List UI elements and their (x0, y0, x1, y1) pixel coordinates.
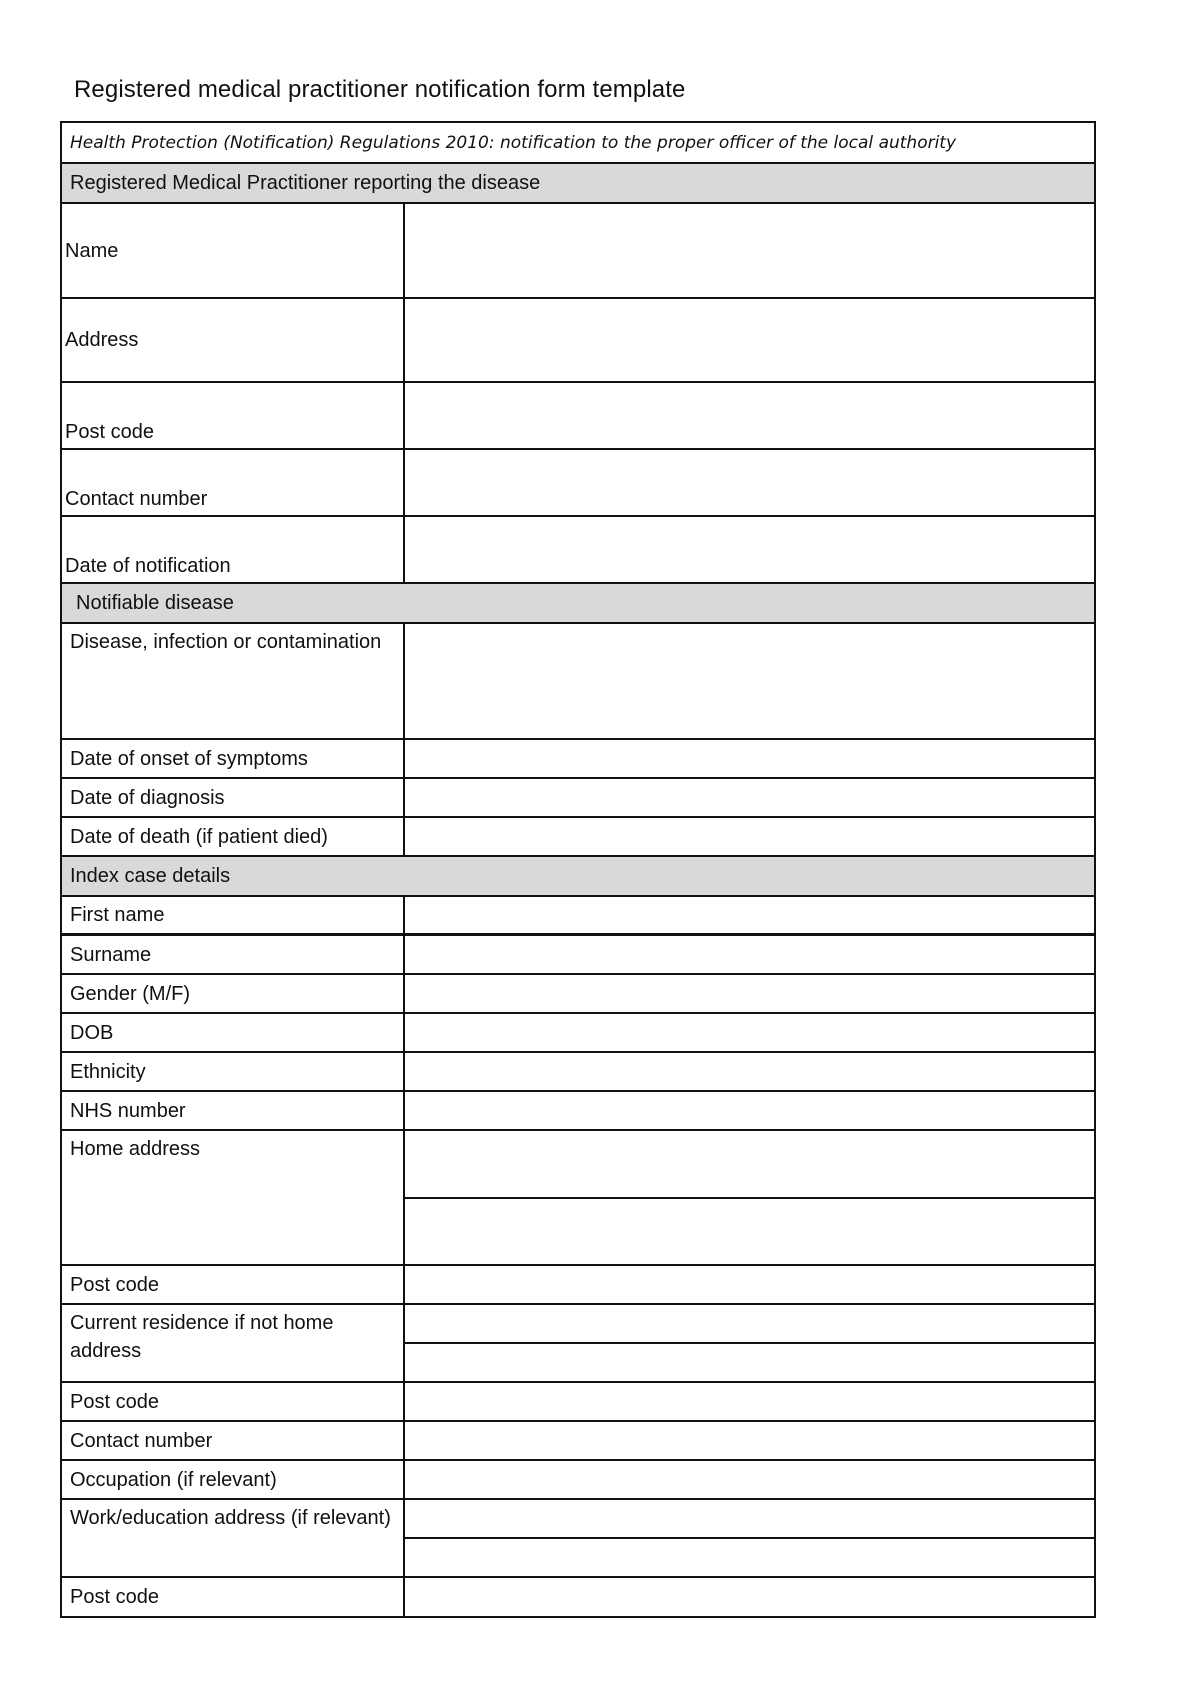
notification-form (60, 121, 1096, 1618)
form-title: Registered medical practitioner notification form template (74, 76, 686, 103)
occupation-row (62, 1461, 1094, 1500)
current-residence-line-1[interactable] (405, 1305, 1094, 1344)
practitioner-name-row (62, 204, 1094, 299)
dob-field[interactable] (405, 1014, 1094, 1051)
home-address-line-2[interactable] (405, 1199, 1094, 1265)
surname-label: Surname (62, 936, 405, 973)
practitioner-contact-label: Contact number (62, 450, 405, 515)
case-contact-field[interactable] (405, 1422, 1094, 1459)
diagnosis-date-field[interactable] (405, 779, 1094, 816)
practitioner-address-row (62, 299, 1094, 383)
nhs-number-label: NHS number (62, 1092, 405, 1129)
ethnicity-field[interactable] (405, 1053, 1094, 1090)
surname-row (62, 936, 1094, 975)
practitioner-address-field[interactable] (405, 299, 1094, 381)
notification-date-field[interactable] (405, 517, 1094, 582)
death-date-row (62, 818, 1094, 857)
case-contact-row (62, 1422, 1094, 1461)
onset-date-row (62, 740, 1094, 779)
dob-label: DOB (62, 1014, 405, 1051)
section-index-case-heading: Index case details (62, 857, 1094, 897)
current-residence-label: Current residence if not home address (62, 1305, 405, 1381)
practitioner-postcode-field[interactable] (405, 383, 1094, 448)
disease-label: Disease, infection or contamination (62, 624, 405, 738)
occupation-field[interactable] (405, 1461, 1094, 1498)
residence-postcode-label: Post code (62, 1383, 405, 1420)
onset-date-field[interactable] (405, 740, 1094, 777)
home-address-field (405, 1131, 1094, 1264)
work-address-line-1[interactable] (405, 1500, 1094, 1539)
work-postcode-row (62, 1578, 1094, 1616)
gender-label: Gender (M/F) (62, 975, 405, 1012)
notification-date-row (62, 517, 1094, 584)
onset-date-label: Date of onset of symptoms (62, 740, 405, 777)
section-disease-heading: Notifiable disease (62, 584, 1094, 624)
work-address-field (405, 1500, 1094, 1576)
surname-field[interactable] (405, 936, 1094, 973)
practitioner-name-label: Name (62, 204, 405, 297)
first-name-label: First name (62, 897, 405, 933)
death-date-field[interactable] (405, 818, 1094, 855)
ethnicity-label: Ethnicity (62, 1053, 405, 1090)
home-postcode-row (62, 1266, 1094, 1305)
nhs-number-field[interactable] (405, 1092, 1094, 1129)
residence-postcode-row (62, 1383, 1094, 1422)
diagnosis-date-label: Date of diagnosis (62, 779, 405, 816)
home-address-line-1[interactable] (405, 1131, 1094, 1199)
work-address-row (62, 1500, 1094, 1578)
work-address-label: Work/education address (if relevant) (62, 1500, 405, 1576)
first-name-row (62, 897, 1094, 936)
gender-field[interactable] (405, 975, 1094, 1012)
disease-row (62, 624, 1094, 740)
home-postcode-field[interactable] (405, 1266, 1094, 1303)
current-residence-line-2[interactable] (405, 1344, 1094, 1381)
case-contact-label: Contact number (62, 1422, 405, 1459)
nhs-number-row (62, 1092, 1094, 1131)
work-postcode-label: Post code (62, 1578, 405, 1616)
notification-date-label: Date of notification (62, 517, 405, 582)
death-date-label: Date of death (if patient died) (62, 818, 405, 855)
dob-row (62, 1014, 1094, 1053)
section-practitioner-heading: Registered Medical Practitioner reporting the disease (62, 164, 1094, 204)
home-address-label: Home address (62, 1131, 405, 1264)
gender-row (62, 975, 1094, 1014)
current-residence-row (62, 1305, 1094, 1383)
home-postcode-label: Post code (62, 1266, 405, 1303)
residence-postcode-field[interactable] (405, 1383, 1094, 1420)
practitioner-postcode-label: Post code (62, 383, 405, 448)
ethnicity-row (62, 1053, 1094, 1092)
work-address-line-2[interactable] (405, 1539, 1094, 1576)
disease-field[interactable] (405, 624, 1094, 738)
practitioner-name-field[interactable] (405, 204, 1094, 297)
regulations-banner: Health Protection (Notification) Regulations 2010: notification to the proper officer of the local authority (62, 123, 1094, 164)
practitioner-contact-row (62, 450, 1094, 517)
practitioner-address-label: Address (62, 299, 405, 381)
occupation-label: Occupation (if relevant) (62, 1461, 405, 1498)
current-residence-field (405, 1305, 1094, 1381)
first-name-field[interactable] (405, 897, 1094, 933)
home-address-row (62, 1131, 1094, 1266)
practitioner-postcode-row (62, 383, 1094, 450)
work-postcode-field[interactable] (405, 1578, 1094, 1616)
practitioner-contact-field[interactable] (405, 450, 1094, 515)
diagnosis-date-row (62, 779, 1094, 818)
